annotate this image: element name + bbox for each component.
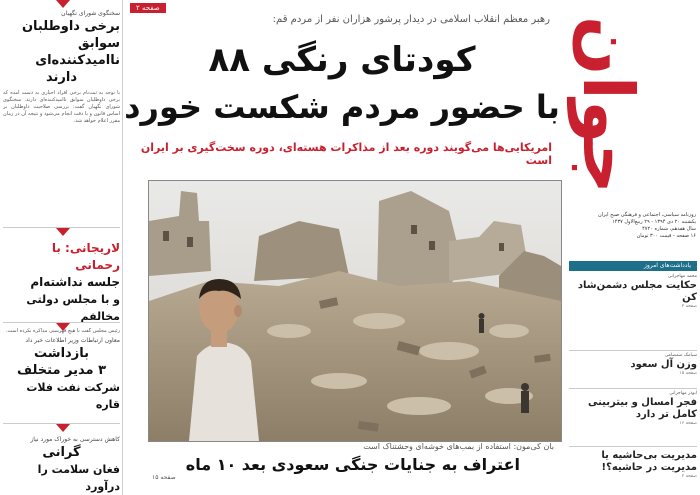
section-marker-icon — [56, 228, 70, 236]
photo-headline[interactable]: اعتراف به جنایات جنگی سعودی بعد ۱۰ ماه — [185, 455, 520, 474]
note-title: فجر امسال و بیتربینی کامل تر دارد — [587, 397, 697, 420]
info-line: یکشنبه ۲۰ دی ۱۳۹۴ - ۲۹ ربیع‌الاول ۱۴۳۷ — [612, 219, 696, 225]
supra-headline: رهبر معظم انقلاب اسلامی در دیدار پرشور هزاران نفر از مردم قم: — [272, 14, 550, 25]
note-page: صفحه ۲ — [681, 474, 697, 479]
note-item[interactable] — [569, 353, 697, 377]
note-title: مدیریت بی‌حاشیه یا مدیریت در حاشیه؟! — [601, 450, 697, 473]
left-item-4[interactable] — [3, 436, 120, 495]
note-page: صفحه ۱۵ — [679, 371, 697, 376]
info-line: روزنامه سیاسی، اجتماعی و فرهنگی صبح ایران — [597, 212, 696, 218]
headline-line: سوابق ناامیدکننده‌ای — [35, 36, 120, 68]
headline-line: بازداشت — [34, 346, 89, 361]
headline-line: ۳ مدیر متخلف — [16, 363, 107, 378]
note-item[interactable] — [569, 391, 697, 427]
main-headline-line-1[interactable]: کودتای رنگی ۸۸ — [208, 40, 476, 80]
kicker: معاون ارتباطات وزیر اطلاعات خبر داد — [25, 337, 120, 344]
kicker: سخنگوی شورای نگهبان — [61, 10, 120, 17]
headline-line: و با مجلس دولتی مخالفم — [26, 293, 120, 323]
left-news-column — [0, 0, 123, 495]
logo-text: جوان — [567, 15, 649, 195]
section-marker-icon — [56, 424, 70, 432]
headline-line: برخی داوطلبان — [21, 19, 120, 34]
headline-line: فغان سلامت را درآورد — [37, 463, 120, 493]
headline-line: دارند — [45, 70, 77, 85]
main-story-area — [124, 0, 560, 495]
headline-line: گرانی — [42, 445, 81, 460]
divider — [569, 446, 697, 447]
main-headline-line-2[interactable]: با حضور مردم شکست خورد — [124, 88, 560, 126]
left-item-3[interactable] — [3, 337, 120, 413]
info-line: ۱۶ صفحه - قیمت ۳۰۰ تومان — [636, 233, 696, 239]
masthead-info — [566, 212, 696, 240]
masthead — [563, 0, 700, 239]
masthead-column — [563, 0, 700, 495]
photo-caption: بان کی‌مون: استفاده از بمب‌های خوشه‌ای وحشتناک است — [363, 442, 554, 451]
divider — [569, 350, 697, 351]
rubble-photo — [149, 181, 561, 441]
lead-photo — [148, 180, 562, 442]
left-item-1[interactable] — [3, 10, 120, 210]
note-author: محمد مهاجرانی — [667, 274, 697, 279]
kicker: کاهش دسترسی به خوراک مورد نیاز — [30, 436, 120, 443]
section-marker-icon — [56, 323, 70, 331]
article-body: رئیس مجلس گفت با هیچ فهرستی مذاکره نکرده است. — [5, 328, 120, 334]
note-author: سیامک صمصامی — [664, 353, 697, 358]
page-reference[interactable]: صفحه ۱۵ — [152, 474, 176, 481]
headline-line: لاریجانی: با رحمانی — [51, 241, 120, 272]
note-item[interactable] — [569, 450, 697, 480]
headline-line: جلسه نداشته‌ام — [30, 275, 120, 289]
notes-section-bar: یادداشت‌های امروز — [569, 261, 697, 271]
note-page: صفحه ۱۶ — [679, 421, 697, 426]
sub-headline: امریکایی‌ها می‌گویند دوره بعد از مذاکرات هسته‌ای، دوره سخت‌گیری بر ایران است — [140, 141, 552, 167]
headline-line: شرکت نفت فلات قاره — [26, 381, 120, 411]
section-marker-icon — [56, 0, 70, 8]
note-item[interactable] — [569, 274, 697, 310]
note-page: صفحه ۲ — [681, 304, 697, 309]
info-line: سال هفدهم، شماره ۴۷۲۰ — [642, 226, 696, 232]
note-author: ابوذر مهاجرانی — [669, 391, 697, 396]
note-title: حکایت مجلس دشمن‌شاد کن — [577, 280, 697, 303]
section-tag[interactable]: صفحه ۲ — [130, 3, 166, 13]
article-body: با توجه به ثبت‌نام برخی افراد اخباری به دست آمده که برخی داوطلبان سوابق ناامیدکننده‌ای دارند. سخنگوی شورای نگهبان گفت: بررسی صلاحیت داوطلبان بر اساس قانون و با دقت انجام می‌شود و نتیجه آن در زمان مقرر اعلام خواهد شد. — [3, 90, 120, 124]
masthead-logo[interactable] — [563, 0, 700, 210]
divider — [569, 388, 697, 389]
note-title: وزن آل سعود — [630, 359, 697, 370]
